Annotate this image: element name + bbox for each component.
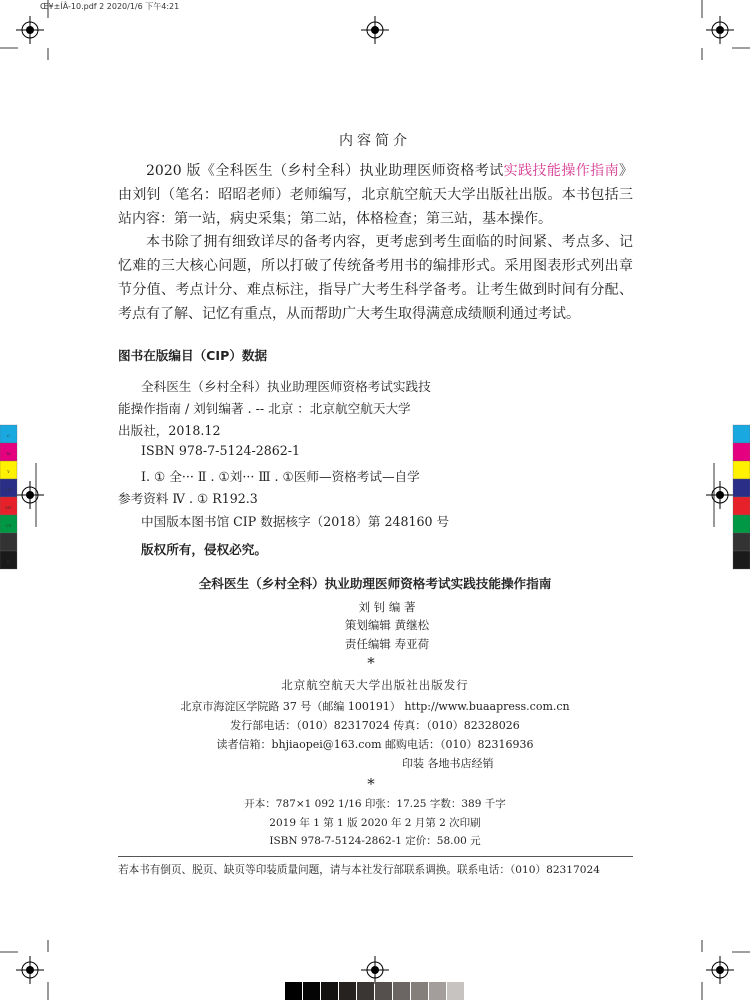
color-swatch xyxy=(733,425,750,443)
gray-swatch xyxy=(411,982,428,1000)
color-swatch xyxy=(733,497,750,515)
gray-swatch xyxy=(375,982,392,1000)
registration-mark xyxy=(26,966,34,974)
color-swatch-label: C xyxy=(6,433,11,438)
cip-line: 出版社，2018.12 xyxy=(118,423,221,438)
cip-class: 参考资料 Ⅳ . ① R192.3 xyxy=(118,491,258,506)
color-swatch-label: CMY xyxy=(3,541,14,546)
isbn-price: ISBN 978-7-5124-2862-1 定价：58.00 元 xyxy=(269,835,481,847)
registration-mark xyxy=(371,26,379,34)
separator-star: * xyxy=(367,654,375,672)
color-swatch-label: CM xyxy=(4,487,13,492)
intro-text xyxy=(118,160,633,327)
copyright-notice: 版权所有，侵权必究。 xyxy=(141,542,267,557)
color-swatch-label: K xyxy=(7,559,10,564)
phones: 发行部电话：（010）82317024 传真：（010）82328026 xyxy=(230,719,520,732)
registration-mark xyxy=(716,491,724,499)
publisher: 北京航空航天大学出版社出版发行 xyxy=(281,678,469,692)
intro-paragraph-2: 本书除了拥有细致详尽的备考内容，更考虑到考生面临的时间紧、考点多、记忆难的三大核心问题，所以打破了传统备考用书的编排形式。采用图表形式列出章节分值、考点计分、难点标注，指导广大考生科学备考。让考生做到时间有分配、考点有了解、记忆有重点，从而帮助广大考生取得满意成绩顺利通过考试。 xyxy=(118,234,633,322)
registration-mark xyxy=(26,491,34,499)
color-swatch-label: CY xyxy=(5,523,12,528)
author: 刘 钊 编 著 xyxy=(358,600,416,614)
color-swatch xyxy=(733,515,750,533)
cip-class: Ⅰ. ① 全··· Ⅱ . ①刘··· Ⅲ . ①医师—资格考试—自学 xyxy=(141,469,420,484)
highlighted-title: 实践技能操作指南 xyxy=(503,163,620,179)
file-header: Œ¥±ÍÂ-10.pdf 2 2020/1/6 下午4:21 xyxy=(40,2,180,11)
planning-editor: 策划编辑 黄继松 xyxy=(344,618,430,632)
color-swatch-label: M xyxy=(6,451,11,456)
cip-line: 全科医生（乡村全科）执业助理医师资格考试实践技 xyxy=(141,379,431,394)
gray-swatch xyxy=(393,982,410,1000)
divider xyxy=(118,856,633,857)
colophon-book-title: 全科医生（乡村全科）执业助理医师资格考试实践技能操作指南 xyxy=(198,576,552,591)
text: 》由刘钊（笔名：昭昭老师）老师编写，北京航空航天大学出版社出版。本书包括三站内容：第一站，病史采集；第二站，体格检查；第三站，基本操作。 xyxy=(118,163,634,227)
gray-swatch xyxy=(303,982,320,1000)
gray-swatch xyxy=(447,982,464,1000)
color-swatch-label: Y xyxy=(7,469,10,474)
text: 2020 版《全科医生（乡村全科）执业助理医师资格考试 xyxy=(146,163,504,179)
gray-swatch xyxy=(321,982,338,1000)
address: 北京市海淀区学院路 37 号（邮编 100191） http://www.buaapress.com.cn xyxy=(180,700,570,713)
format-info: 开本：787×1 092 1/16 印张：17.25 字数：389 千字 xyxy=(244,798,506,810)
edition-info: 2019 年 1 第 1 版 2020 年 2 月第 2 次印刷 xyxy=(269,817,481,829)
cip-number: 中国版本图书馆 CIP 数据核字（2018）第 248160 号 xyxy=(141,514,450,529)
color-swatch xyxy=(733,443,750,461)
color-swatch xyxy=(733,533,750,551)
printing: 印装 各地书店经销 xyxy=(402,757,494,770)
registration-mark xyxy=(716,966,724,974)
gray-swatch xyxy=(429,982,446,1000)
cip-line: 能操作指南 / 刘钊编著 . -- 北京 ：北京航空航天大学 xyxy=(118,401,411,416)
color-swatch xyxy=(733,461,750,479)
intro-title: 内容简介 xyxy=(339,133,411,149)
gray-swatch xyxy=(339,982,356,1000)
registration-mark xyxy=(371,966,379,974)
gray-swatch xyxy=(285,982,302,1000)
responsible-editor: 责任编辑 寿亚荷 xyxy=(344,637,430,651)
cip-isbn: ISBN 978-7-5124-2862-1 xyxy=(141,443,301,458)
reader-mail: 读者信箱：bhjiaopei@163.com 邮购电话：（010）82316936 xyxy=(216,738,534,751)
cip-heading: 图书在版编目（CIP）数据 xyxy=(118,348,268,363)
quality-notice: 若本书有倒页、脱页、缺页等印装质量问题，请与本社发行部联系调换。联系电话：（010）82317024 xyxy=(118,864,600,876)
registration-mark xyxy=(26,26,34,34)
registration-mark xyxy=(716,26,724,34)
color-swatch xyxy=(733,479,750,497)
color-swatch-label: MY xyxy=(5,505,12,510)
gray-swatch xyxy=(357,982,374,1000)
intro-paragraph-1 xyxy=(118,160,633,231)
separator-star: * xyxy=(367,775,375,793)
color-swatch xyxy=(733,551,750,569)
